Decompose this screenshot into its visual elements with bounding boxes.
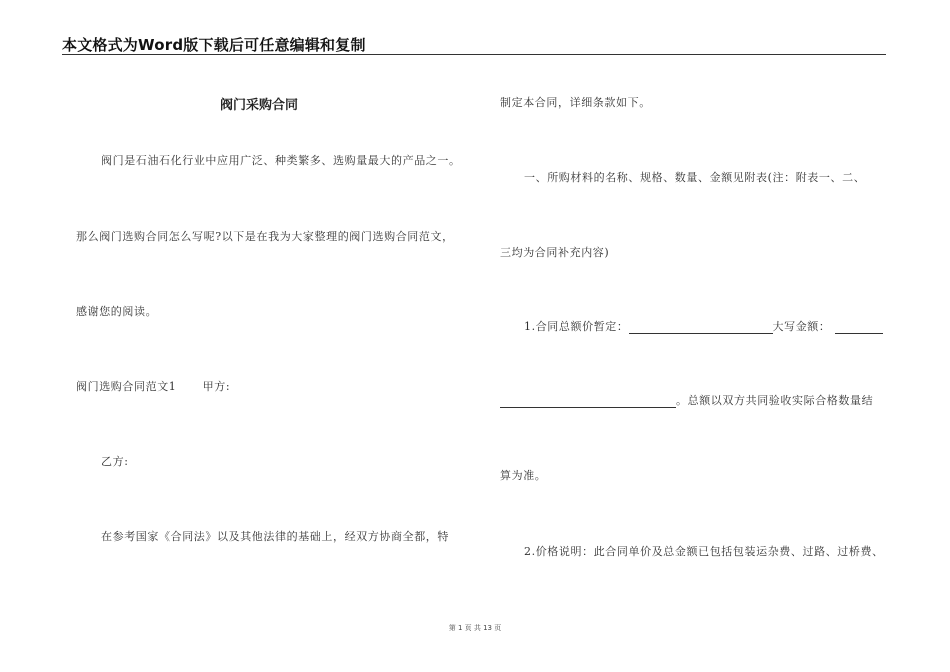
left-paragraph-6: 在参考国家《合同法》以及其他法律的基础上，经双方协商全都，特 [101, 530, 449, 543]
party-b-label: 乙方: [101, 455, 129, 468]
amount-in-words-blank [835, 321, 883, 334]
right-paragraph-3: 三均为合同补充内容) [500, 246, 610, 259]
total-amount-blank [500, 395, 676, 408]
document-banner: 本文格式为Word版下载后可任意编辑和复制 [62, 36, 366, 54]
page-number: 第 1 页 共 13 页 [448, 624, 502, 632]
party-a-label: 甲方: [202, 380, 231, 393]
sample-heading: 阀门选购合同范文1 [76, 380, 177, 393]
right-paragraph-6: 算为准。 [500, 469, 547, 482]
left-paragraph-4 [76, 378, 230, 394]
right-paragraph-1: 制定本合同，详细条款如下。 [500, 96, 651, 109]
right-paragraph-7: 2.价格说明：此合同单价及总金额已包括包装运杂费、过路、过桥费、 [524, 545, 884, 558]
header-rule [62, 54, 886, 55]
right-paragraph-2: 一、所购材料的名称、规格、数量、金额见附表(注：附表一、二、 [524, 171, 866, 184]
total-price-blank [629, 321, 773, 334]
document-title: 阀门采购合同 [220, 98, 299, 113]
total-price-label: 1.合同总额价暂定： [524, 320, 629, 333]
left-paragraph-3: 感谢您的阅读。 [76, 305, 158, 318]
right-paragraph-4 [524, 318, 883, 334]
amount-in-words-label: 大写金额： [772, 320, 831, 333]
left-paragraph-2: 那么阀门选购合同怎么写呢?以下是在我为大家整理的阀门选购合同范文， [76, 230, 454, 243]
right-paragraph-5 [500, 392, 873, 408]
total-amount-text: 。总额以双方共同验收实际合格数量结 [676, 394, 874, 407]
left-paragraph-1: 阀门是石油石化行业中应用广泛、种类繁多、选购量最大的产品之一。 [101, 154, 461, 167]
